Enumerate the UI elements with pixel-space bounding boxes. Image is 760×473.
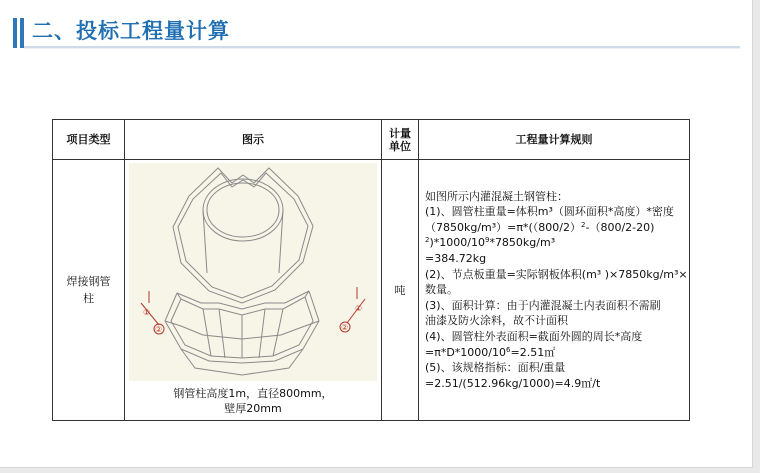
rule-line: $(7850kg/m^3)=\pi*((800/2)^2-(800/2-20)$ (425, 220, 655, 234)
rule-line: 如图所示内灌混凝土钢管柱： (425, 189, 568, 203)
caption-line2: 壁厚20mm (224, 402, 282, 415)
rule-line: 数量。 (425, 283, 458, 297)
right-section-tag-1: ① (355, 304, 363, 313)
cell-rules (419, 160, 690, 421)
left-section-tag-2: ② (155, 325, 163, 334)
rule-line: (2)、节点板重量=实际钢板体积(m³ )×7850kg/m³× (425, 267, 688, 281)
rule-line: $^2)*1000/10^9*7850kg/m^3$ (425, 236, 556, 250)
header-type: 项目类型 (53, 120, 125, 160)
figure-caption (128, 386, 378, 416)
top-flange-outline (173, 168, 313, 303)
table-header-row (53, 120, 690, 160)
title-divider-shadow (24, 48, 740, 49)
rule-line: (5)、该规格指标：面积/重量 (425, 361, 566, 375)
caption-line1: 钢管柱高度1m，直径800mm， (173, 387, 333, 400)
rule-line: 油漆及防火涂料，故不计面积 (425, 314, 568, 328)
quantity-table (52, 119, 690, 421)
right-section-tag-2: ② (341, 323, 349, 332)
header-unit-line2: 单位 (389, 139, 411, 153)
type-line2: 柱 (83, 292, 94, 305)
table-row (53, 160, 690, 421)
cell-unit: 吨 (382, 160, 419, 421)
tube-inner (207, 183, 279, 237)
cell-figure (125, 160, 382, 421)
header-unit-line1: 计量 (389, 126, 411, 140)
title-accent-bar (20, 18, 24, 48)
rule-line: (4)、圆管柱外表面积=截面外圆的周长*高度 (425, 329, 643, 343)
tube-outer (203, 179, 283, 241)
rule-line: =2.51/(512.96kg/1000)=4.9㎡/t (425, 376, 601, 390)
rule-line: =384.72kg (425, 252, 487, 266)
header-figure: 图示 (125, 120, 382, 160)
rule-line: (3)、面积计算：由于内灌混凝土内表面积不需刷 (425, 298, 661, 312)
left-section-tag-1: ① (143, 308, 151, 317)
page-title: 二、投标工程量计算 (32, 19, 230, 43)
title-accent-bar (13, 18, 17, 48)
rule-line: (1)、圆管柱重量=体积m³（圆环面积*高度）*密度 (425, 205, 674, 219)
rule-line: $=\pi*D*1000/10^6=2.51㎡$ (425, 345, 556, 359)
cell-type (53, 160, 125, 421)
type-line1: 焊接钢管 (66, 275, 111, 288)
steel-column-drawing (129, 163, 377, 381)
steel-column-diagram (129, 163, 377, 381)
header-unit (382, 120, 419, 160)
header-rules: 工程量计算规则 (419, 120, 690, 160)
